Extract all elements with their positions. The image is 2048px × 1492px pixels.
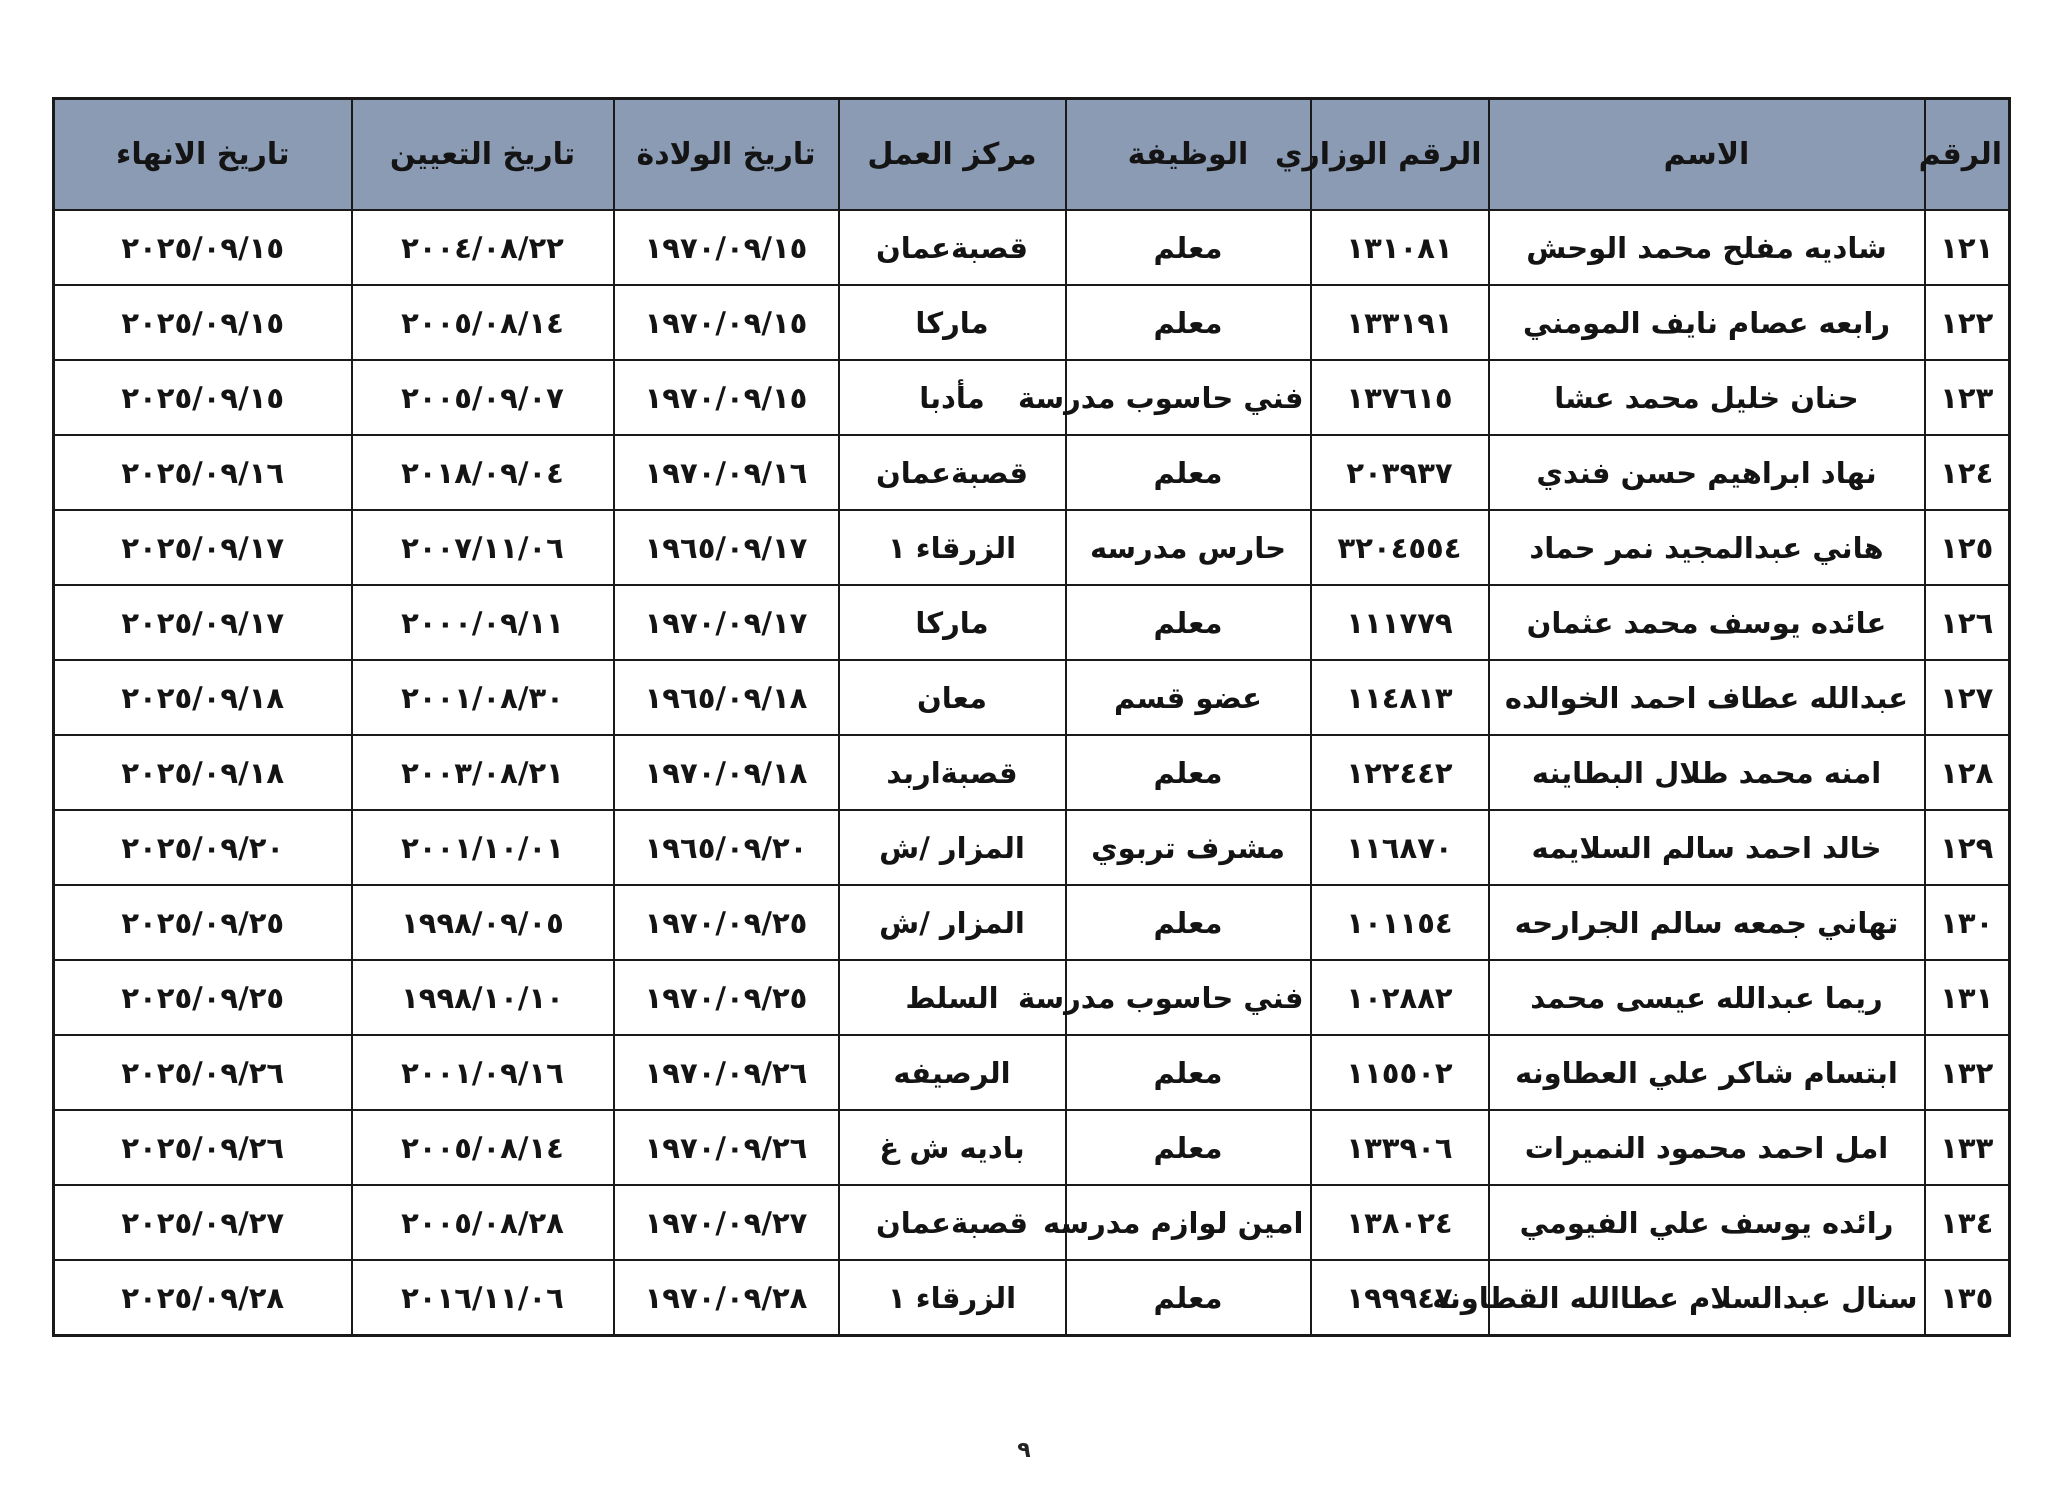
cell-ministry-id: ١١٤٨١٣ (1311, 660, 1489, 735)
cell-birth-date: ١٩٧٠/٠٩/١٦ (614, 435, 839, 510)
cell-ministry-id: ١٣٧٦١٥ (1311, 360, 1489, 435)
header-name: الاسم (1489, 99, 1925, 211)
cell-job: فني حاسوب مدرسة (1066, 360, 1311, 435)
header-ministry-id: الرقم الوزاري (1311, 99, 1489, 211)
table-row (54, 360, 2010, 435)
cell-appointment-date: ٢٠٠١/١٠/٠١ (352, 810, 614, 885)
cell-appointment-date: ٢٠٠٥/٠٨/٢٨ (352, 1185, 614, 1260)
cell-name: عبدالله عطاف احمد الخوالده (1489, 660, 1925, 735)
cell-workplace: قصبةعمان (839, 1185, 1066, 1260)
cell-workplace: المزار /ش (839, 810, 1066, 885)
cell-end-date: ٢٠٢٥/٠٩/٢٥ (54, 885, 352, 960)
cell-appointment-date: ٢٠٠٣/٠٨/٢١ (352, 735, 614, 810)
table-row (54, 285, 2010, 360)
cell-birth-date: ١٩٦٥/٠٩/٢٠ (614, 810, 839, 885)
cell-job: فني حاسوب مدرسة (1066, 960, 1311, 1035)
cell-ministry-id: ١٣٣١٩١ (1311, 285, 1489, 360)
cell-birth-date: ١٩٧٠/٠٩/٢٥ (614, 960, 839, 1035)
cell-appointment-date: ٢٠٠١/٠٨/٣٠ (352, 660, 614, 735)
cell-no: ١٢٥ (1925, 510, 2010, 585)
cell-ministry-id: ١١١٧٧٩ (1311, 585, 1489, 660)
header-end-date: تاريخ الانهاء (54, 99, 352, 211)
cell-end-date: ٢٠٢٥/٠٩/٢٦ (54, 1110, 352, 1185)
cell-no: ١٣٥ (1925, 1260, 2010, 1336)
retirement-table (52, 97, 2011, 1337)
cell-ministry-id: ٣٢٠٤٥٥٤ (1311, 510, 1489, 585)
cell-job: معلم (1066, 210, 1311, 285)
cell-job: عضو قسم (1066, 660, 1311, 735)
cell-end-date: ٢٠٢٥/٠٩/١٥ (54, 210, 352, 285)
cell-name: سنال عبدالسلام عطاالله القطاونه (1489, 1260, 1925, 1336)
cell-job: معلم (1066, 1110, 1311, 1185)
cell-appointment-date: ٢٠٠٧/١١/٠٦ (352, 510, 614, 585)
cell-ministry-id: ١٣١٠٨١ (1311, 210, 1489, 285)
cell-end-date: ٢٠٢٥/٠٩/١٦ (54, 435, 352, 510)
cell-name: امل احمد محمود النميرات (1489, 1110, 1925, 1185)
cell-birth-date: ١٩٧٠/٠٩/٢٨ (614, 1260, 839, 1336)
cell-no: ١٢٢ (1925, 285, 2010, 360)
header-job: الوظيفة (1066, 99, 1311, 211)
header-workplace: مركز العمل (839, 99, 1066, 211)
cell-ministry-id: ١٣٨٠٢٤ (1311, 1185, 1489, 1260)
cell-name: شاديه مفلح محمد الوحش (1489, 210, 1925, 285)
cell-no: ١٣٠ (1925, 885, 2010, 960)
cell-name: ريما عبدالله عيسى محمد (1489, 960, 1925, 1035)
cell-ministry-id: ١٢٢٤٤٢ (1311, 735, 1489, 810)
cell-workplace: الزرقاء ١ (839, 1260, 1066, 1336)
table-row (54, 1035, 2010, 1110)
cell-workplace: معان (839, 660, 1066, 735)
cell-name: تهاني جمعه سالم الجرارحه (1489, 885, 1925, 960)
page-number: ٩ (1017, 1438, 1031, 1463)
cell-end-date: ٢٠٢٥/٠٩/٢٥ (54, 960, 352, 1035)
cell-birth-date: ١٩٧٠/٠٩/٢٦ (614, 1035, 839, 1110)
cell-job: معلم (1066, 885, 1311, 960)
cell-ministry-id: ١٠٢٨٨٢ (1311, 960, 1489, 1035)
cell-end-date: ٢٠٢٥/٠٩/١٨ (54, 660, 352, 735)
table-row (54, 960, 2010, 1035)
table-body (54, 210, 2010, 1336)
table-row (54, 585, 2010, 660)
cell-no: ١٢٦ (1925, 585, 2010, 660)
header-appointment-date: تاريخ التعيين (352, 99, 614, 211)
table-row (54, 660, 2010, 735)
cell-workplace: قصبةاربد (839, 735, 1066, 810)
cell-no: ١٢٨ (1925, 735, 2010, 810)
cell-end-date: ٢٠٢٥/٠٩/١٧ (54, 510, 352, 585)
cell-end-date: ٢٠٢٥/٠٩/٢٠ (54, 810, 352, 885)
cell-end-date: ٢٠٢٥/٠٩/٢٦ (54, 1035, 352, 1110)
cell-workplace: ماركا (839, 285, 1066, 360)
cell-appointment-date: ٢٠٠٠/٠٩/١١ (352, 585, 614, 660)
table-row (54, 435, 2010, 510)
cell-appointment-date: ٢٠١٨/٠٩/٠٤ (352, 435, 614, 510)
cell-workplace: الرصيفه (839, 1035, 1066, 1110)
cell-job: معلم (1066, 735, 1311, 810)
cell-birth-date: ١٩٦٥/٠٩/١٨ (614, 660, 839, 735)
cell-name: امنه محمد طلال البطاينه (1489, 735, 1925, 810)
cell-birth-date: ١٩٧٠/٠٩/٢٧ (614, 1185, 839, 1260)
cell-appointment-date: ٢٠٠٥/٠٨/١٤ (352, 285, 614, 360)
cell-end-date: ٢٠٢٥/٠٩/١٥ (54, 285, 352, 360)
cell-no: ١٢٤ (1925, 435, 2010, 510)
cell-end-date: ٢٠٢٥/٠٩/٢٨ (54, 1260, 352, 1336)
cell-job: معلم (1066, 585, 1311, 660)
cell-end-date: ٢٠٢٥/٠٩/١٨ (54, 735, 352, 810)
cell-appointment-date: ١٩٩٨/١٠/١٠ (352, 960, 614, 1035)
cell-no: ١٢٧ (1925, 660, 2010, 735)
cell-job: معلم (1066, 1035, 1311, 1110)
cell-job: حارس مدرسه (1066, 510, 1311, 585)
cell-no: ١٢٣ (1925, 360, 2010, 435)
cell-birth-date: ١٩٧٠/٠٩/١٥ (614, 285, 839, 360)
cell-no: ١٣١ (1925, 960, 2010, 1035)
cell-birth-date: ١٩٧٠/٠٩/٢٦ (614, 1110, 839, 1185)
cell-job: معلم (1066, 285, 1311, 360)
document-sheet (52, 97, 2008, 1337)
cell-job: معلم (1066, 1260, 1311, 1336)
cell-no: ١٢١ (1925, 210, 2010, 285)
cell-workplace: السلط (839, 960, 1066, 1035)
cell-workplace: باديه ش غ (839, 1110, 1066, 1185)
cell-birth-date: ١٩٦٥/٠٩/١٧ (614, 510, 839, 585)
cell-name: ابتسام شاكر علي العطاونه (1489, 1035, 1925, 1110)
cell-birth-date: ١٩٧٠/٠٩/٢٥ (614, 885, 839, 960)
table-row (54, 735, 2010, 810)
cell-workplace: ماركا (839, 585, 1066, 660)
cell-appointment-date: ٢٠٠١/٠٩/١٦ (352, 1035, 614, 1110)
cell-ministry-id: ١٣٣٩٠٦ (1311, 1110, 1489, 1185)
cell-birth-date: ١٩٧٠/٠٩/١٧ (614, 585, 839, 660)
cell-ministry-id: ١١٥٥٠٢ (1311, 1035, 1489, 1110)
cell-job: معلم (1066, 435, 1311, 510)
cell-birth-date: ١٩٧٠/٠٩/١٨ (614, 735, 839, 810)
cell-appointment-date: ٢٠٠٥/٠٩/٠٧ (352, 360, 614, 435)
table-row (54, 210, 2010, 285)
table-row (54, 1185, 2010, 1260)
cell-appointment-date: ٢٠١٦/١١/٠٦ (352, 1260, 614, 1336)
cell-ministry-id: ١١٦٨٧٠ (1311, 810, 1489, 885)
cell-no: ١٣٣ (1925, 1110, 2010, 1185)
cell-job: امين لوازم مدرسه (1066, 1185, 1311, 1260)
table-row (54, 810, 2010, 885)
cell-workplace: المزار /ش (839, 885, 1066, 960)
header-row (54, 99, 2010, 211)
table-row (54, 1110, 2010, 1185)
cell-ministry-id: ٢٠٣٩٣٧ (1311, 435, 1489, 510)
cell-workplace: قصبةعمان (839, 210, 1066, 285)
cell-end-date: ٢٠٢٥/٠٩/١٥ (54, 360, 352, 435)
cell-name: رابعه عصام نايف المومني (1489, 285, 1925, 360)
cell-name: هاني عبدالمجيد نمر حماد (1489, 510, 1925, 585)
cell-birth-date: ١٩٧٠/٠٩/١٥ (614, 210, 839, 285)
cell-appointment-date: ٢٠٠٤/٠٨/٢٢ (352, 210, 614, 285)
table-row (54, 510, 2010, 585)
cell-no: ١٣٢ (1925, 1035, 2010, 1110)
cell-name: نهاد ابراهيم حسن فندي (1489, 435, 1925, 510)
cell-end-date: ٢٠٢٥/٠٩/٢٧ (54, 1185, 352, 1260)
cell-name: عائده يوسف محمد عثمان (1489, 585, 1925, 660)
table-row (54, 885, 2010, 960)
header-birth-date: تاريخ الولادة (614, 99, 839, 211)
cell-ministry-id: ١٠١١٥٤ (1311, 885, 1489, 960)
header-no: الرقم (1925, 99, 2010, 211)
cell-workplace: مأدبا (839, 360, 1066, 435)
cell-name: خالد احمد سالم السلايمه (1489, 810, 1925, 885)
cell-ministry-id: ١٩٩٩٤٧ (1311, 1260, 1489, 1336)
cell-job: مشرف تربوي (1066, 810, 1311, 885)
cell-no: ١٣٤ (1925, 1185, 2010, 1260)
cell-name: رائده يوسف علي الفيومي (1489, 1185, 1925, 1260)
cell-workplace: قصبةعمان (839, 435, 1066, 510)
cell-workplace: الزرقاء ١ (839, 510, 1066, 585)
cell-end-date: ٢٠٢٥/٠٩/١٧ (54, 585, 352, 660)
cell-birth-date: ١٩٧٠/٠٩/١٥ (614, 360, 839, 435)
table-row (54, 1260, 2010, 1336)
cell-no: ١٢٩ (1925, 810, 2010, 885)
cell-appointment-date: ١٩٩٨/٠٩/٠٥ (352, 885, 614, 960)
cell-name: حنان خليل محمد عشا (1489, 360, 1925, 435)
cell-appointment-date: ٢٠٠٥/٠٨/١٤ (352, 1110, 614, 1185)
